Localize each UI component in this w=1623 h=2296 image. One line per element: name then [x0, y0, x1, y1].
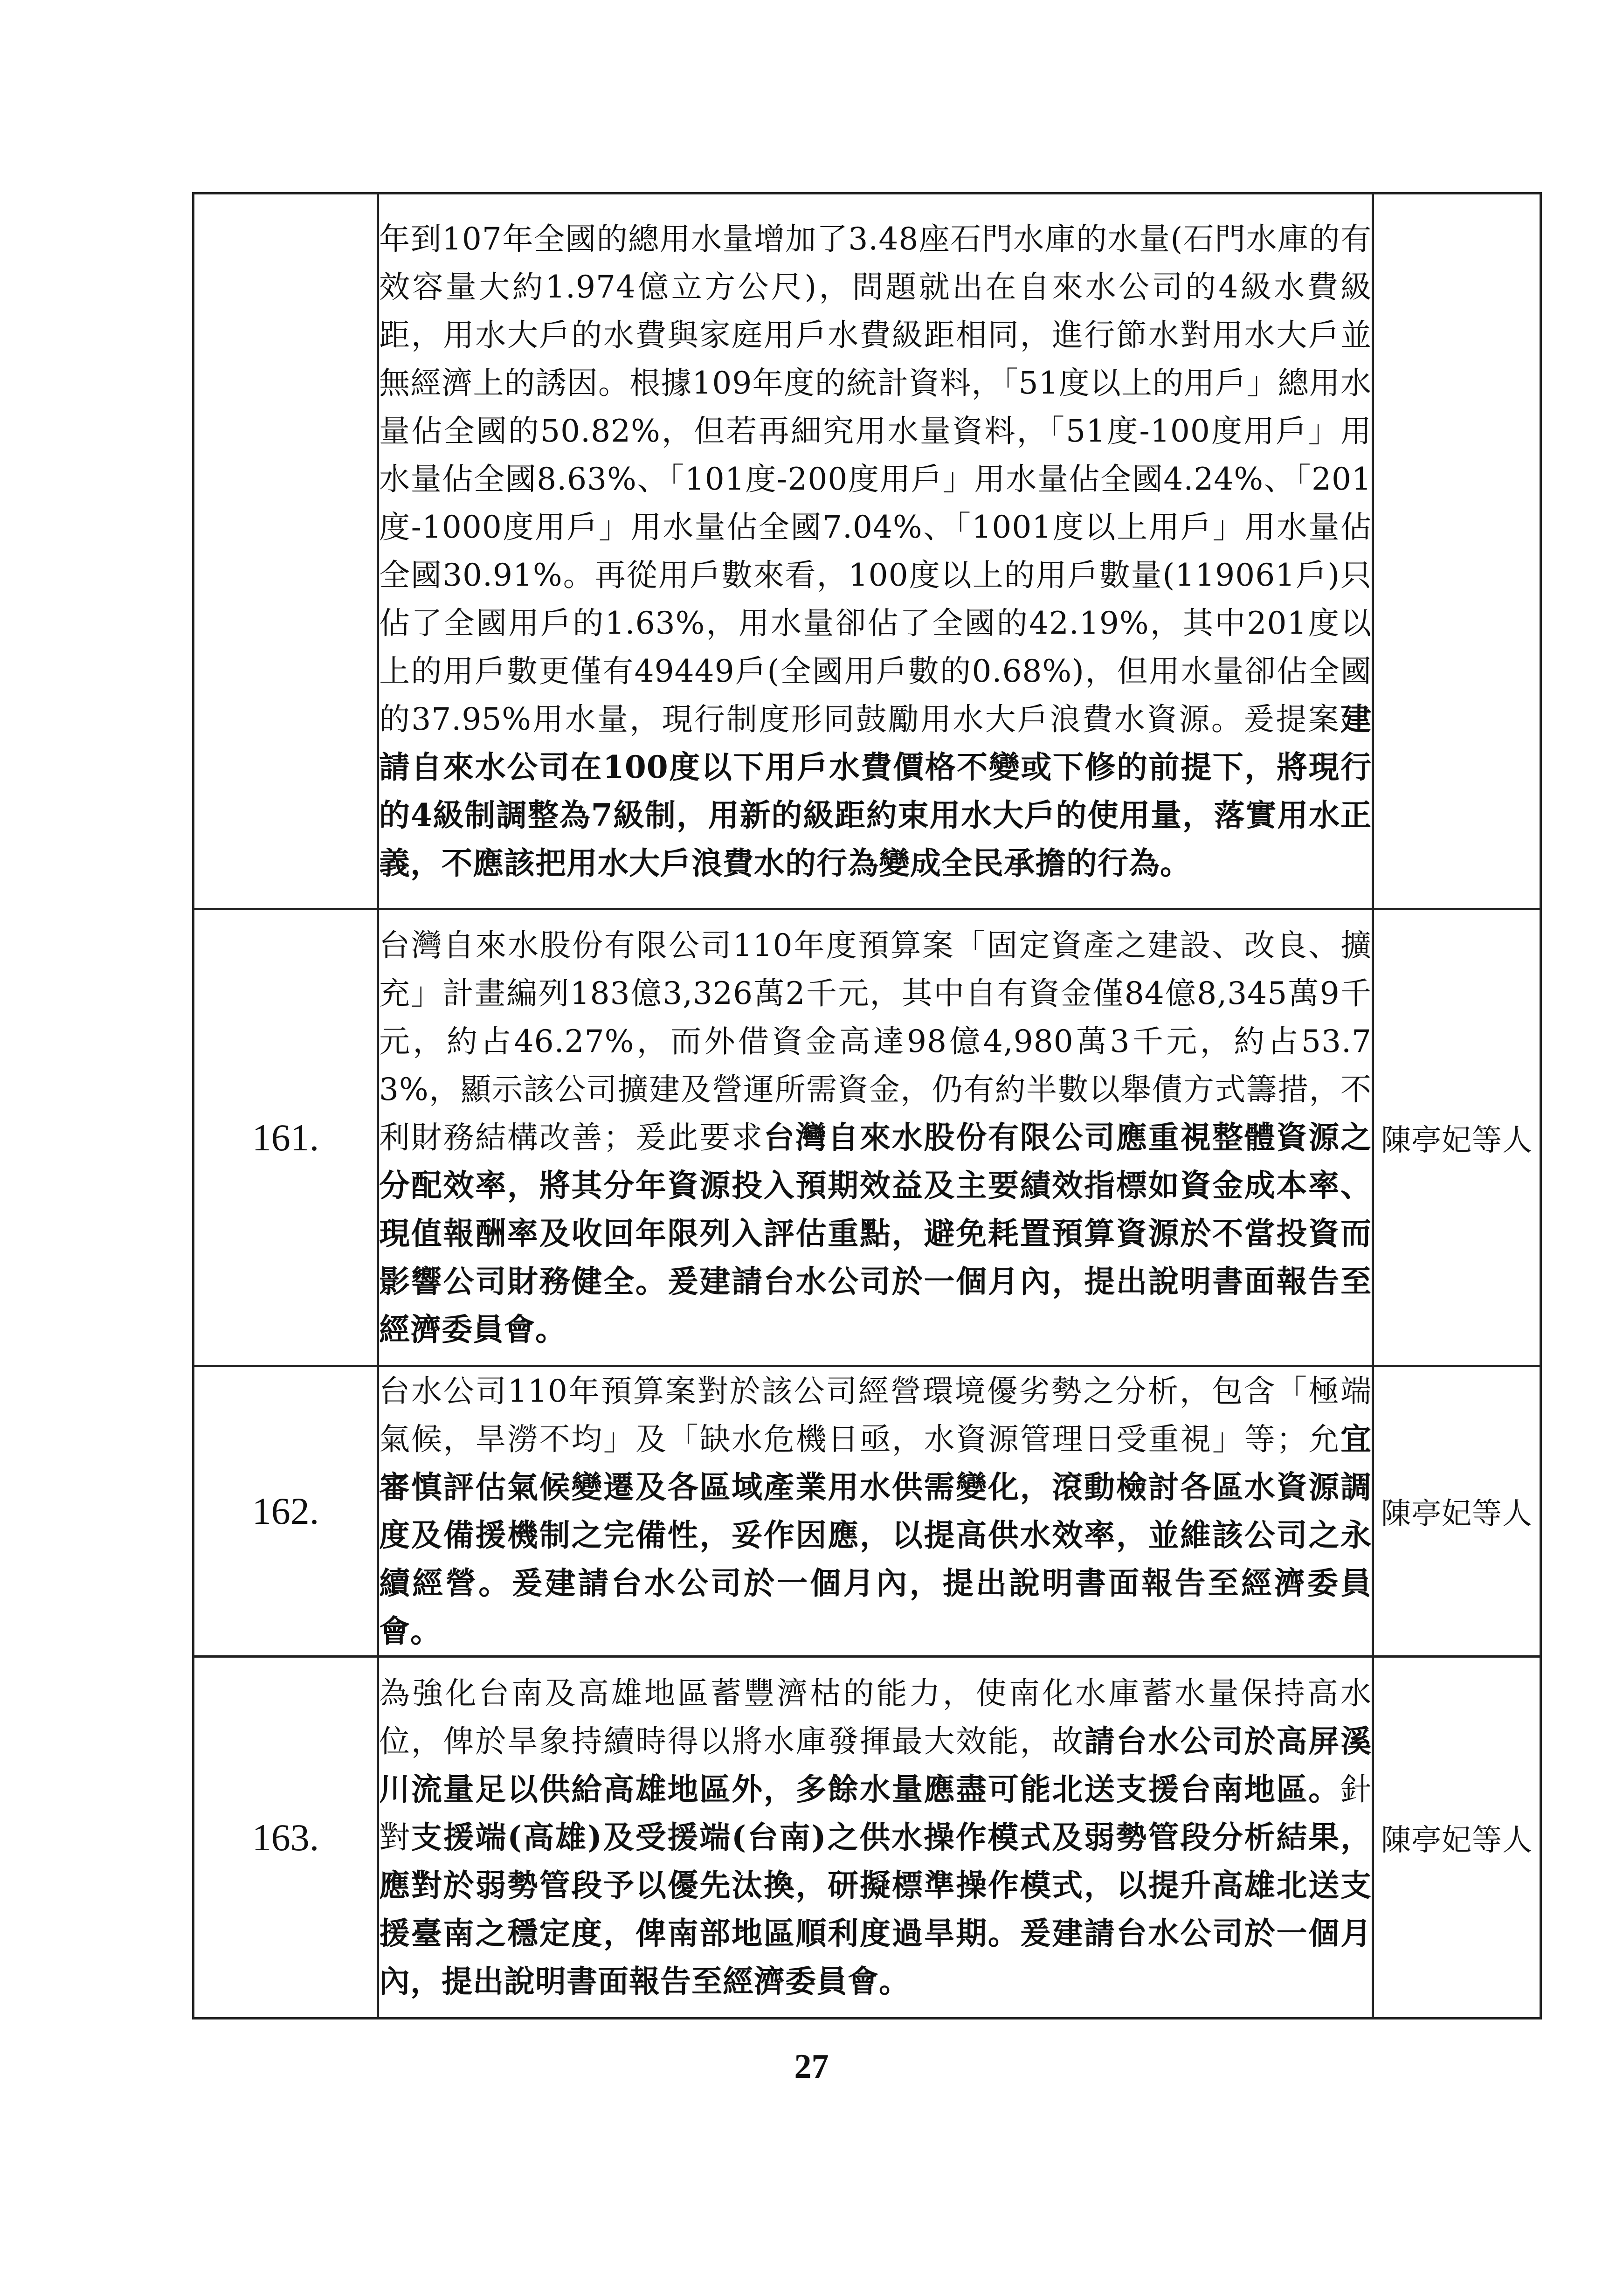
proposer: 陳亭妃等人 [1373, 1657, 1541, 2019]
item-number: 162. [193, 1366, 378, 1657]
table-row [193, 909, 1541, 1366]
table-row [193, 1657, 1541, 2019]
item-number: 163. [193, 1657, 378, 2019]
table-row [193, 194, 1541, 909]
item-text-bold: 請台水公司於高屏溪川流量足以供給高雄地區外，多餘水量應盡可能北送支援台南地區。 [379, 1723, 1372, 1807]
resolutions-table [192, 192, 1542, 2019]
item-text [378, 1657, 1373, 2019]
item-text-plain-2: 針對 [379, 1771, 1372, 1855]
item-text [378, 194, 1373, 909]
item-number [193, 194, 378, 909]
item-text-bold: 台灣自來水股份有限公司應重視整體資源之分配效率，將其分年資源投入預期效益及主要績效指標如資金成本率、現值報酬率及收回年限列入評估重點，避免耗置預算資源於不當投資而影響公司財務健全。爰建請台水公司於一個月內，提出說明書面報告至經濟委員會。 [379, 1119, 1372, 1348]
item-text-plain: 年到107年全國的總用水量增加了3.48座石門水庫的水量(石門水庫的有效容量大約1.974億立方公尺)，問題就出在自來水公司的4級水費級距，用水大戶的水費與家庭用戶水費級距相同，進行節水對用水大戶並無經濟上的誘因。根據109年度的統計資料，「51度以上的用戶」總用水量佔全國的50.82%，但若再細究用水量資料，「51度-100度用戶」用水量佔全國8.63%、「101度-200度用戶」用水量佔全國4.24%、「201度-1000度用戶」用水量佔全國7.04%、「1001度以上用戶」用水量佔全國30.91%。再從用戶數來看，100度以上的用戶數量(119061戶)只佔了全國用戶的1.63%，用水量卻佔了全國的42.19%，其中201度以上的用戶數更僅有49449戶(全國用戶數的0.68%)，但用水量卻佔全國的37.95%用水量，現行制度形同鼓勵用水大戶浪費水資源。爰提案 [379, 221, 1372, 737]
item-text-plain: 台水公司110年預算案對於該公司經營環境優劣勢之分析，包含「極端氣候，旱澇不均」及「缺水危機日亟，水資源管理日受重視」等；允 [379, 1373, 1372, 1457]
item-text [378, 909, 1373, 1366]
proposer: 陳亭妃等人 [1373, 1366, 1541, 1657]
item-text-bold-2: 支援端(高雄)及受援端(台南)之供水操作模式及弱勢管段分析結果，應對於弱勢管段予以優先汰換，研擬標準操作模式，以提升高雄北送支援臺南之穩定度，俾南部地區順利度過旱期。爰建請台水公司於一個月內，提出說明書面報告至經濟委員會。 [379, 1819, 1372, 1999]
proposer [1373, 194, 1541, 909]
item-text-bold: 建請自來水公司在100度以下用戶水費價格不變或下修的前提下，將現行的4級制調整為7級制，用新的級距約束用水大戶的使用量，落實用水正義，不應該把用水大戶浪費水的行為變成全民承擔的行為。 [379, 701, 1372, 881]
page-number: 27 [794, 2047, 829, 2086]
proposer: 陳亭妃等人 [1373, 909, 1541, 1366]
item-text-bold: 宜審慎評估氣候變遷及各區域產業用水供需變化，滾動檢討各區水資源調度及備援機制之完備性，妥作因應，以提高供水效率，並維該公司之永續經營。爰建請台水公司於一個月內，提出說明書面報告至經濟委員會。 [379, 1421, 1372, 1649]
item-text-plain: 為強化台南及高雄地區蓄豐濟枯的能力，使南化水庫蓄水量保持高水位，俾於旱象持續時得以將水庫發揮最大效能，故 [379, 1675, 1372, 1759]
item-text [378, 1366, 1373, 1657]
item-number: 161. [193, 909, 378, 1366]
item-text-plain: 台灣自來水股份有限公司110年度預算案「固定資產之建設、改良、擴充」計畫編列183億3,326萬2千元，其中自有資金僅84億8,345萬9千元，約占46.27%，而外借資金高達98億4,980萬3千元，約占53.73%，顯示該公司擴建及營運所需資金，仍有約半數以舉債方式籌措，不利財務結構改善；爰此要求 [379, 927, 1372, 1155]
table-row [193, 1366, 1541, 1657]
